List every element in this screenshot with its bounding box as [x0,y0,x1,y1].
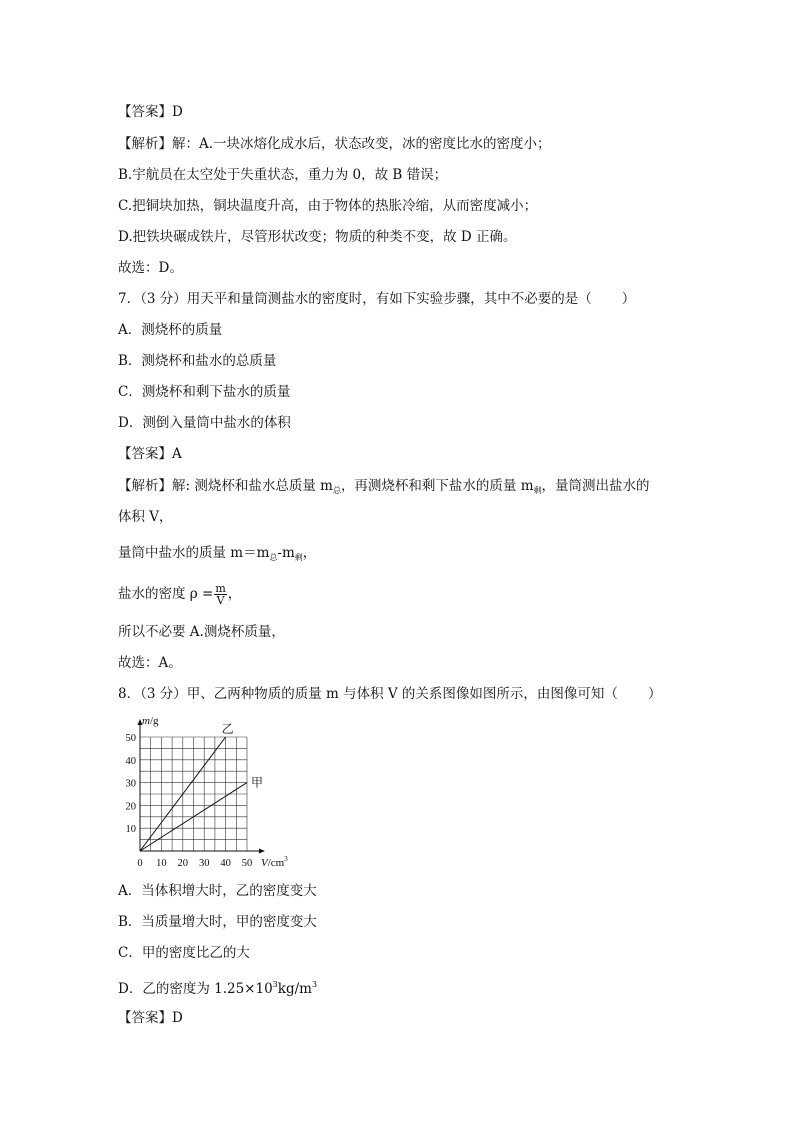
q8-option-a: A．当体积增大时，乙的密度变大 [118,883,317,899]
y-tick-label: 30 [125,778,136,790]
x-tick-label: 40 [220,858,231,869]
q7-option-c: C．测烧杯和剩下盐水的质量 [118,384,291,400]
y-tick-label: 20 [125,801,136,813]
analysis-text: ， [227,586,242,602]
superscript: 3 [311,980,318,989]
q8-stem [118,684,661,704]
q7-option-d: D．测倒入量筒中盐水的体积 [118,415,291,431]
q8-option-c: C．甲的密度比乙的大 [118,945,250,961]
y-tick-label: 40 [125,755,136,767]
analysis-text: 盐水的密度 ρ = [118,586,214,602]
answer-label: 【答案】 [118,446,172,462]
question-text: 7．（3 分）用天平和量筒测盐水的密度时，有如下实验步骤，其中不必要的是（ [118,291,592,307]
y-axis-label: m/g [142,715,159,727]
x-tick-label: 50 [241,858,253,869]
x-axis-label: $V/cm^3$ [261,855,288,869]
analysis-text: ，量筒测出盐水的 [541,478,650,494]
q8-answer [118,1008,183,1028]
answer-value: A [172,446,182,462]
q7-option-a: A．测烧杯的质量 [118,322,223,338]
x-axis-arrow [259,849,265,854]
density-fraction [214,583,226,606]
q6-analysis-a [118,134,551,154]
analysis-label: 【解析】 [118,136,172,152]
q7-analysis-1 [118,476,650,496]
analysis-label: 【解析】 [118,478,172,494]
analysis-text: ，再测烧杯和剩下盐水的质量 m [340,478,534,494]
analysis-text: -m [277,545,295,561]
x-tick-label: 30 [198,858,210,869]
analysis-text: 解：A.一块冰熔化成水后，状态改变，冰的密度比水的密度小； [172,136,551,152]
chart-labels [126,715,289,869]
q7-analysis-3 [118,543,316,563]
series-label-jia: 甲 [251,775,264,790]
x-tick-label: 0 [137,858,143,869]
analysis-text: 量筒中盐水的质量 m＝m [118,545,270,561]
q7-analysis-5: 所以不必要 A.测烧杯质量， [118,624,285,640]
q6-conclusion: 故选：D。 [118,260,183,276]
q8-option-b: B．当质量增大时，甲的密度变大 [118,914,317,930]
analysis-text: ， [302,545,317,561]
mass-volume-graph [110,710,320,875]
option-text: D．乙的密度为 1.25×10 [118,981,273,997]
q6-analysis-d: D.把铁块碾成铁片，尽管形状改变；物质的种类不变，故 D 正确。 [118,229,517,245]
answer-label: 【答案】 [118,1010,172,1026]
q7-stem [118,289,635,309]
y-tick-label: 50 [125,733,136,744]
q6-analysis-b: B.宇航员在太空处于失重状态，重力为 0，故 B 错误； [118,167,448,183]
question-paren: ） [621,291,636,307]
subscript-rest: 剩 [533,486,542,495]
q7-conclusion: 故选：A。 [118,655,182,671]
subscript-total: 总 [269,553,278,562]
question-paren: ） [647,686,662,702]
answer-value: D [172,104,183,120]
q6-analysis-c: C.把铜块加热，铜块温度升高，由于物体的热胀冷缩，从而密度减小； [118,198,538,214]
option-text: kg/m [277,981,312,997]
chart-grid [140,737,247,851]
x-tick-label: 20 [177,858,189,869]
question-text: 8．（3 分）甲、乙两种物质的质量 m 与体积 V 的关系图像如图所示，由图像可知（ [118,686,618,702]
answer-label: 【答案】 [118,104,172,120]
q7-analysis-2: 体积 V， [118,509,173,525]
subscript-total: 总 [332,486,341,495]
y-tick-label: 10 [125,824,136,836]
answer-value: D [172,1010,183,1026]
series-label-yi: 乙 [221,722,234,736]
superscript: 3 [272,980,278,989]
q6-answer [118,102,183,122]
q8-option-d [118,975,317,995]
q7-answer [118,444,182,464]
q7-option-b: B．测烧杯和盐水的总质量 [118,353,277,369]
x-tick-label: 10 [156,858,167,869]
analysis-text: 解: 测烧杯和盐水总质量 m [172,478,333,494]
subscript-rest: 剩 [294,553,303,562]
q7-analysis-4 [118,582,242,607]
chart-axes [138,719,266,854]
fraction-denominator: V [216,594,225,607]
fraction-numerator: m [215,582,226,595]
